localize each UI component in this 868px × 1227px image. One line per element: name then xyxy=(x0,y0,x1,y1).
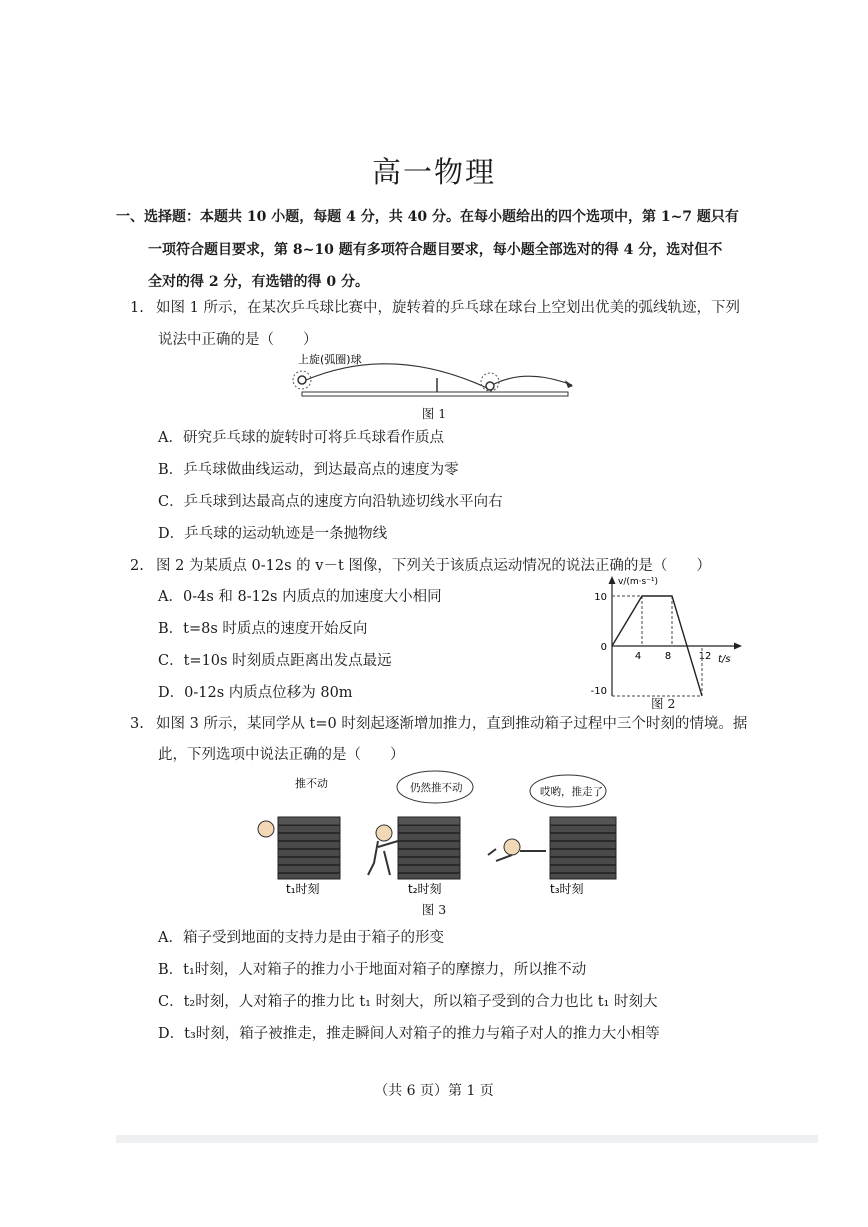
figure-1-caption: 图 1 xyxy=(421,406,447,421)
q2-option-d: D．0-12s 内质点位移为 80m xyxy=(158,685,353,701)
ball-start xyxy=(298,376,306,384)
q2-option-c: C．t=10s 时刻质点距离出发点最远 xyxy=(158,653,392,669)
q1-option-d: D．乒乓球的运动轨迹是一条抛物线 xyxy=(158,526,388,542)
crate-1 xyxy=(278,823,340,879)
section-line-1: 一、选择题：本题共 10 小题，每题 4 分，共 40 分。在每小题给出的四个选项中，第 1~7 题只有 xyxy=(116,209,739,225)
panel-2-bubble-text: 仍然推不动 xyxy=(410,782,463,794)
panel-3-label: t₃时刻 xyxy=(550,882,584,896)
q3-option-d: D．t₃时刻，箱子被推走，推走瞬间人对箱子的推力与箱子对人的推力大小相等 xyxy=(158,1026,660,1042)
panel-2-label: t₂时刻 xyxy=(408,882,442,896)
figure-2-caption: 图 2 xyxy=(651,696,676,711)
question-1-stem xyxy=(130,296,770,317)
question-3-line-2: 此，下列选项中说法正确的是（ ） xyxy=(158,747,405,763)
crate-1-lid xyxy=(278,817,340,825)
section-line-2: 一项符合题目要求，第 8~10 题有多项符合题目要求，每小题全部选对的得 4 分，选对但不 xyxy=(148,241,723,258)
question-number: 2. xyxy=(130,558,144,574)
question-number: 1. xyxy=(130,300,144,316)
y-tick-10: 10 xyxy=(594,592,607,603)
q3-option-a: A．箱子受到地面的支持力是由于箱子的形变 xyxy=(158,930,444,946)
question-2-line-1: 图 2 为某质点 0-12s 的 v－t 图像，下列关于该质点运动情况的说法正确的是（ ） xyxy=(156,558,711,574)
figure-3-caption: 图 3 xyxy=(421,902,447,917)
crate-2-lid xyxy=(398,817,460,825)
q1-option-b: B．乒乓球做曲线运动，到达最高点的速度为零 xyxy=(158,462,459,478)
panel-3-bubble-text: 哎哟，推走了 xyxy=(540,786,603,798)
x-tick-8: 8 xyxy=(664,651,672,662)
table-surface xyxy=(302,392,568,396)
question-1-line-1: 如图 1 所示，在某次乒乓球比赛中，旋转着的乒乓球在球台上空划出优美的弧线轨迹，下列 xyxy=(156,300,740,316)
page-bottom-edge xyxy=(116,1135,818,1143)
crate-2 xyxy=(398,823,460,879)
person-1-head xyxy=(258,821,274,837)
panel-1-caption-text: 推不动 xyxy=(295,777,328,790)
q1-option-a: A．研究乒乓球的旋转时可将乒乓球看作质点 xyxy=(158,430,444,446)
arrow-head-icon xyxy=(565,380,573,388)
y-tick-neg10: -10 xyxy=(590,686,607,697)
x-axis-arrow-icon xyxy=(734,643,742,650)
figure-1-label: 上旋(弧圈)球 xyxy=(298,353,362,366)
q3-option-b: B．t₁时刻，人对箱子的推力小于地面对箱子的摩擦力，所以推不动 xyxy=(158,962,587,978)
crate-3 xyxy=(550,823,616,879)
q1-option-c: C．乒乓球到达最高点的速度方向沿轨迹切线水平向右 xyxy=(158,494,503,510)
x-tick-12: 12 xyxy=(698,651,712,662)
x-axis-label: t/s xyxy=(718,654,731,665)
y-axis-arrow-icon xyxy=(609,576,616,584)
section-line-3: 全对的得 2 分，有选错的得 0 分。 xyxy=(148,274,369,290)
page-title: 高一物理 xyxy=(371,155,496,189)
y-tick-0: 0 xyxy=(600,642,607,653)
person-2-head xyxy=(376,825,392,841)
question-1-line-2: 说法中正确的是（ ） xyxy=(158,332,318,348)
question-number: 3. xyxy=(130,716,144,732)
figure-2-vt-chart xyxy=(588,572,748,712)
question-3-stem xyxy=(130,712,780,733)
figure-3-pushing-box xyxy=(250,765,630,900)
trajectory-arc-1 xyxy=(306,364,487,388)
person-3-head xyxy=(504,839,520,855)
section-instructions xyxy=(116,201,756,299)
trajectory-arc-2 xyxy=(487,376,572,388)
crate-3-lid xyxy=(550,817,616,825)
q2-option-a: A．0-4s 和 8-12s 内质点的加速度大小相同 xyxy=(158,589,442,605)
ball-bounce xyxy=(486,382,494,390)
q3-option-c: C．t₂时刻，人对箱子的推力比 t₁ 时刻大，所以箱子受到的合力也比 t₁ 时刻大 xyxy=(158,994,658,1010)
y-axis-label: v/(m·s⁻¹) xyxy=(618,577,659,587)
question-3-line-1: 如图 3 所示，某同学从 t=0 时刻起逐渐增加推力，直到推动箱子过程中三个时刻的情境。据 xyxy=(156,716,748,732)
x-tick-4: 4 xyxy=(634,651,642,662)
q2-option-b: B．t=8s 时质点的速度开始反向 xyxy=(158,621,368,637)
person-2-body xyxy=(368,841,398,875)
page-footer: （共 6 页）第 1 页 xyxy=(374,1083,494,1099)
panel-1-label: t₁时刻 xyxy=(286,882,320,896)
